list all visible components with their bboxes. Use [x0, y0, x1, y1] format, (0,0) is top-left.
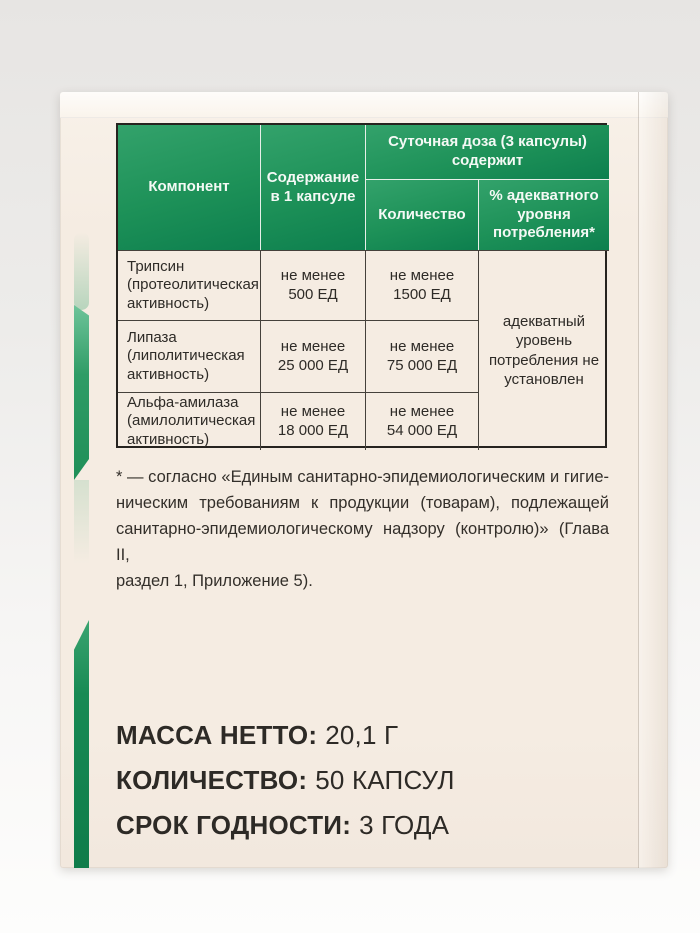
component-name: Альфа-амилаза — [127, 394, 239, 412]
min-label: не менее — [389, 403, 455, 421]
component-name: Липаза — [127, 329, 177, 347]
table-row-component — [118, 320, 261, 392]
green-spine-gap — [74, 480, 89, 620]
table-row-daily-quantity — [366, 320, 479, 392]
shelf-life-label: СРОК ГОДНОСТИ: — [116, 810, 352, 840]
adequate-level-note: адекватный уровень потребления не установлен — [479, 250, 609, 450]
per-capsule-value: 18 000 ЕД — [277, 421, 349, 439]
component-name: Трипсин — [127, 258, 185, 276]
table-row-per-capsule — [261, 320, 366, 392]
nutrition-table — [116, 123, 607, 448]
footnote-line: * — согласно «Единым санитарно-эпидемиологическим и гигие- — [116, 468, 609, 486]
product-specs — [116, 720, 455, 855]
component-qualifier: (протеолитическая активность) — [127, 276, 259, 312]
capsule-count — [116, 765, 455, 793]
table-row-component — [118, 392, 261, 450]
table-row-daily-quantity — [366, 392, 479, 450]
table-row-component — [118, 250, 261, 320]
table-row-per-capsule — [261, 250, 366, 320]
box-top-edge — [60, 92, 668, 118]
footnote-line: раздел 1, Приложение 5). — [116, 572, 313, 590]
table-header-quantity: Количество — [366, 180, 479, 250]
table-header-component: Компонент — [118, 125, 261, 250]
net-weight-label: МАССА НЕТТО: — [116, 720, 318, 750]
table-row-per-capsule — [261, 392, 366, 450]
capsule-count-value: 50 КАПСУЛ — [315, 765, 455, 795]
min-label: не менее — [280, 403, 346, 421]
green-spine-upper — [74, 305, 89, 480]
table-header-daily-dose: Суточная доза (3 капсулы) содержит — [366, 125, 609, 180]
daily-value: 54 000 ЕД — [386, 421, 458, 439]
table-header-per-capsule: Содержание в 1 капсуле — [261, 125, 366, 250]
min-label: не менее — [389, 267, 455, 285]
table-row-daily-quantity — [366, 250, 479, 320]
net-weight-value: 20,1 Г — [325, 720, 399, 750]
shelf-life — [116, 810, 455, 838]
capsule-count-label: КОЛИЧЕСТВО: — [116, 765, 308, 795]
component-qualifier: (амилолитическая активность) — [127, 412, 256, 448]
per-capsule-value: 500 ЕД — [288, 285, 338, 303]
min-label: не менее — [280, 267, 346, 285]
daily-value: 75 000 ЕД — [386, 356, 458, 374]
per-capsule-value: 25 000 ЕД — [277, 356, 349, 374]
min-label: не менее — [280, 338, 346, 356]
daily-value: 1500 ЕД — [393, 285, 451, 303]
table-header-adequate-level: % адекватного уровня потребления* — [479, 180, 609, 250]
net-weight — [116, 720, 455, 748]
min-label: не менее — [389, 338, 455, 356]
green-spine-faint — [74, 232, 89, 310]
shelf-life-value: 3 ГОДА — [359, 810, 450, 840]
green-spine-lower — [74, 620, 89, 868]
box-right-edge — [638, 92, 668, 868]
footnote-line: санитарно-эпидемиологическому надзору (контролю)» (Глава II, — [116, 520, 609, 564]
component-qualifier: (липолитическая активность) — [127, 347, 245, 383]
package-box — [60, 92, 668, 868]
footnote-line: ническим требованиям к продукции (товарам), подлежащей — [116, 494, 609, 512]
footnote — [116, 464, 609, 594]
